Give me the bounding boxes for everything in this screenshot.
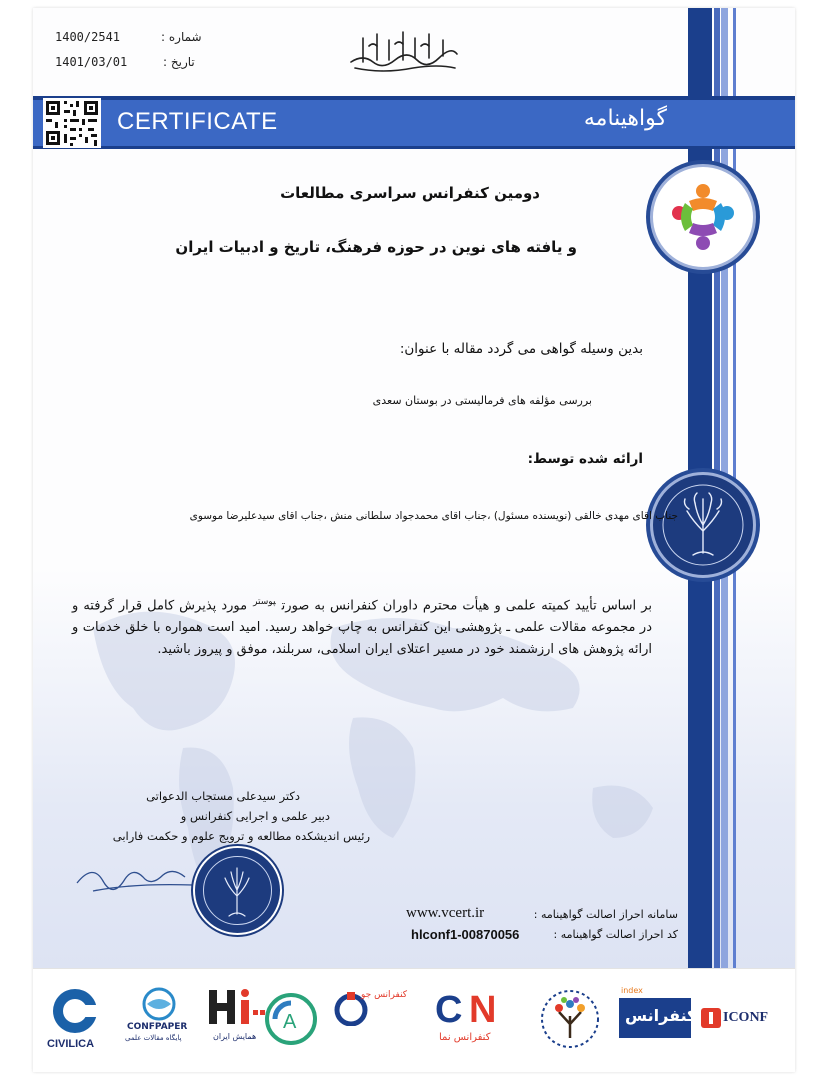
- civilica-logo[interactable]: CIVILICA: [41, 986, 109, 1052]
- cn-conference-nama-logo[interactable]: C N کنفرانس نما: [429, 986, 519, 1052]
- article-title: بررسی مؤلفه های فرمالیستی در بوستان سعدی: [372, 394, 592, 407]
- institute-seal: [193, 846, 282, 935]
- presented-by-label: ارائه شده توسط:: [527, 451, 643, 467]
- seal-tree-icon: [195, 848, 280, 933]
- conference-title-line2: و یافته های نوین در حوزه فرهنگ، تاریخ و ادبیات ایران: [175, 238, 577, 256]
- confpaper-globe-icon: [121, 986, 197, 1022]
- ca-logo[interactable]: [261, 986, 321, 1052]
- sponsor-logos-bar: [33, 968, 795, 1072]
- farabi-institute-badge: [650, 472, 756, 578]
- verification-site-label: سامانه احراز اصالت گواهینامه :: [533, 908, 678, 921]
- intro-text: بدین وسیله گواهی می گردد مقاله با عنوان:: [399, 341, 643, 357]
- authors-list: جناب اقای مهدی خالقی (نویسنده مسئول) ،جناب اقای محمدجواد سلطانی منش ،جناب اقای سیدعلیرضا موسوی: [189, 510, 678, 522]
- certificate-page: [33, 8, 795, 1072]
- acceptance-paragraph: [72, 591, 652, 661]
- conference-logo-badge: [650, 164, 756, 270]
- signatory-name: دکتر سیدعلی مستجاب الدعواتی: [146, 789, 300, 803]
- svg-text:N: N: [469, 989, 497, 1028]
- certificate-number-label: شماره :: [161, 30, 202, 44]
- index-conferances-logo[interactable]: index کنفرانس: [619, 986, 691, 1052]
- certificate-number: 1400/2541: [55, 30, 121, 44]
- academy-tree-logo[interactable]: [537, 986, 603, 1052]
- signatory-role1: دبیر علمی و اجرایی کنفرانس و: [180, 809, 330, 823]
- signatory-role2: رئیس اندیشکده مطالعه و ترویج علوم و حکمت فارابی: [112, 829, 370, 843]
- svg-text:C: C: [435, 989, 463, 1028]
- presentation-type: پوستر: [253, 597, 276, 607]
- qr-code-icon[interactable]: [43, 98, 101, 148]
- civilica-c-icon: [41, 986, 109, 1036]
- confpaper-logo[interactable]: CONFPAPER پایگاه مقالات علمی: [121, 986, 197, 1052]
- conference-jo-logo[interactable]: کنفرانس جو: [329, 986, 411, 1052]
- ca-circle-icon: [261, 986, 321, 1052]
- verification-code-label: کد احراز اصالت گواهینامه :: [553, 928, 678, 941]
- certificate-title-fa: گواهینامه: [583, 106, 667, 131]
- hamayesh-iran-logo[interactable]: همایش ایران: [205, 986, 271, 1052]
- conference-title-line1: دومین کنفرانس سراسری مطالعات: [280, 184, 540, 202]
- cn-letters-icon: [429, 986, 519, 1028]
- dotted-tree-icon: [537, 986, 603, 1052]
- svg-text:A: A: [283, 1011, 297, 1033]
- verification-url[interactable]: www.vcert.ir: [406, 905, 485, 921]
- acceptance-text-b: مورد پذیرش کامل قرار گرفته و در مجموعه مقالات علمی ـ پژوهشی این کنفرانس به چاپ خواهد رسید. امید است همواره با خلق خدمات و ارائه پژوهش های ارزشمند خود در مسیر اعتلای ایران اسلامی، سربلند، موفق و پیروز باشید.: [72, 598, 652, 658]
- verification-code: hlconf1-00870056: [411, 927, 520, 942]
- certificate-date: 1401/03/01: [55, 55, 128, 69]
- certificate-date-label: تاریخ :: [163, 55, 195, 69]
- iconf-mark-icon: [701, 1008, 721, 1028]
- people-circle-icon: [653, 167, 753, 267]
- tree-emblem-icon: [653, 475, 753, 575]
- acceptance-text-a: بر اساس تأیید کمیته علمی و هیأت محترم داوران کنفرانس به صورت: [281, 598, 652, 614]
- bismillah-calligraphy-icon: [343, 24, 463, 78]
- certificate-title-en: CERTIFICATE: [117, 108, 278, 135]
- iconf-logo[interactable]: ICONF: [701, 986, 777, 1052]
- signatory-block: [65, 786, 370, 846]
